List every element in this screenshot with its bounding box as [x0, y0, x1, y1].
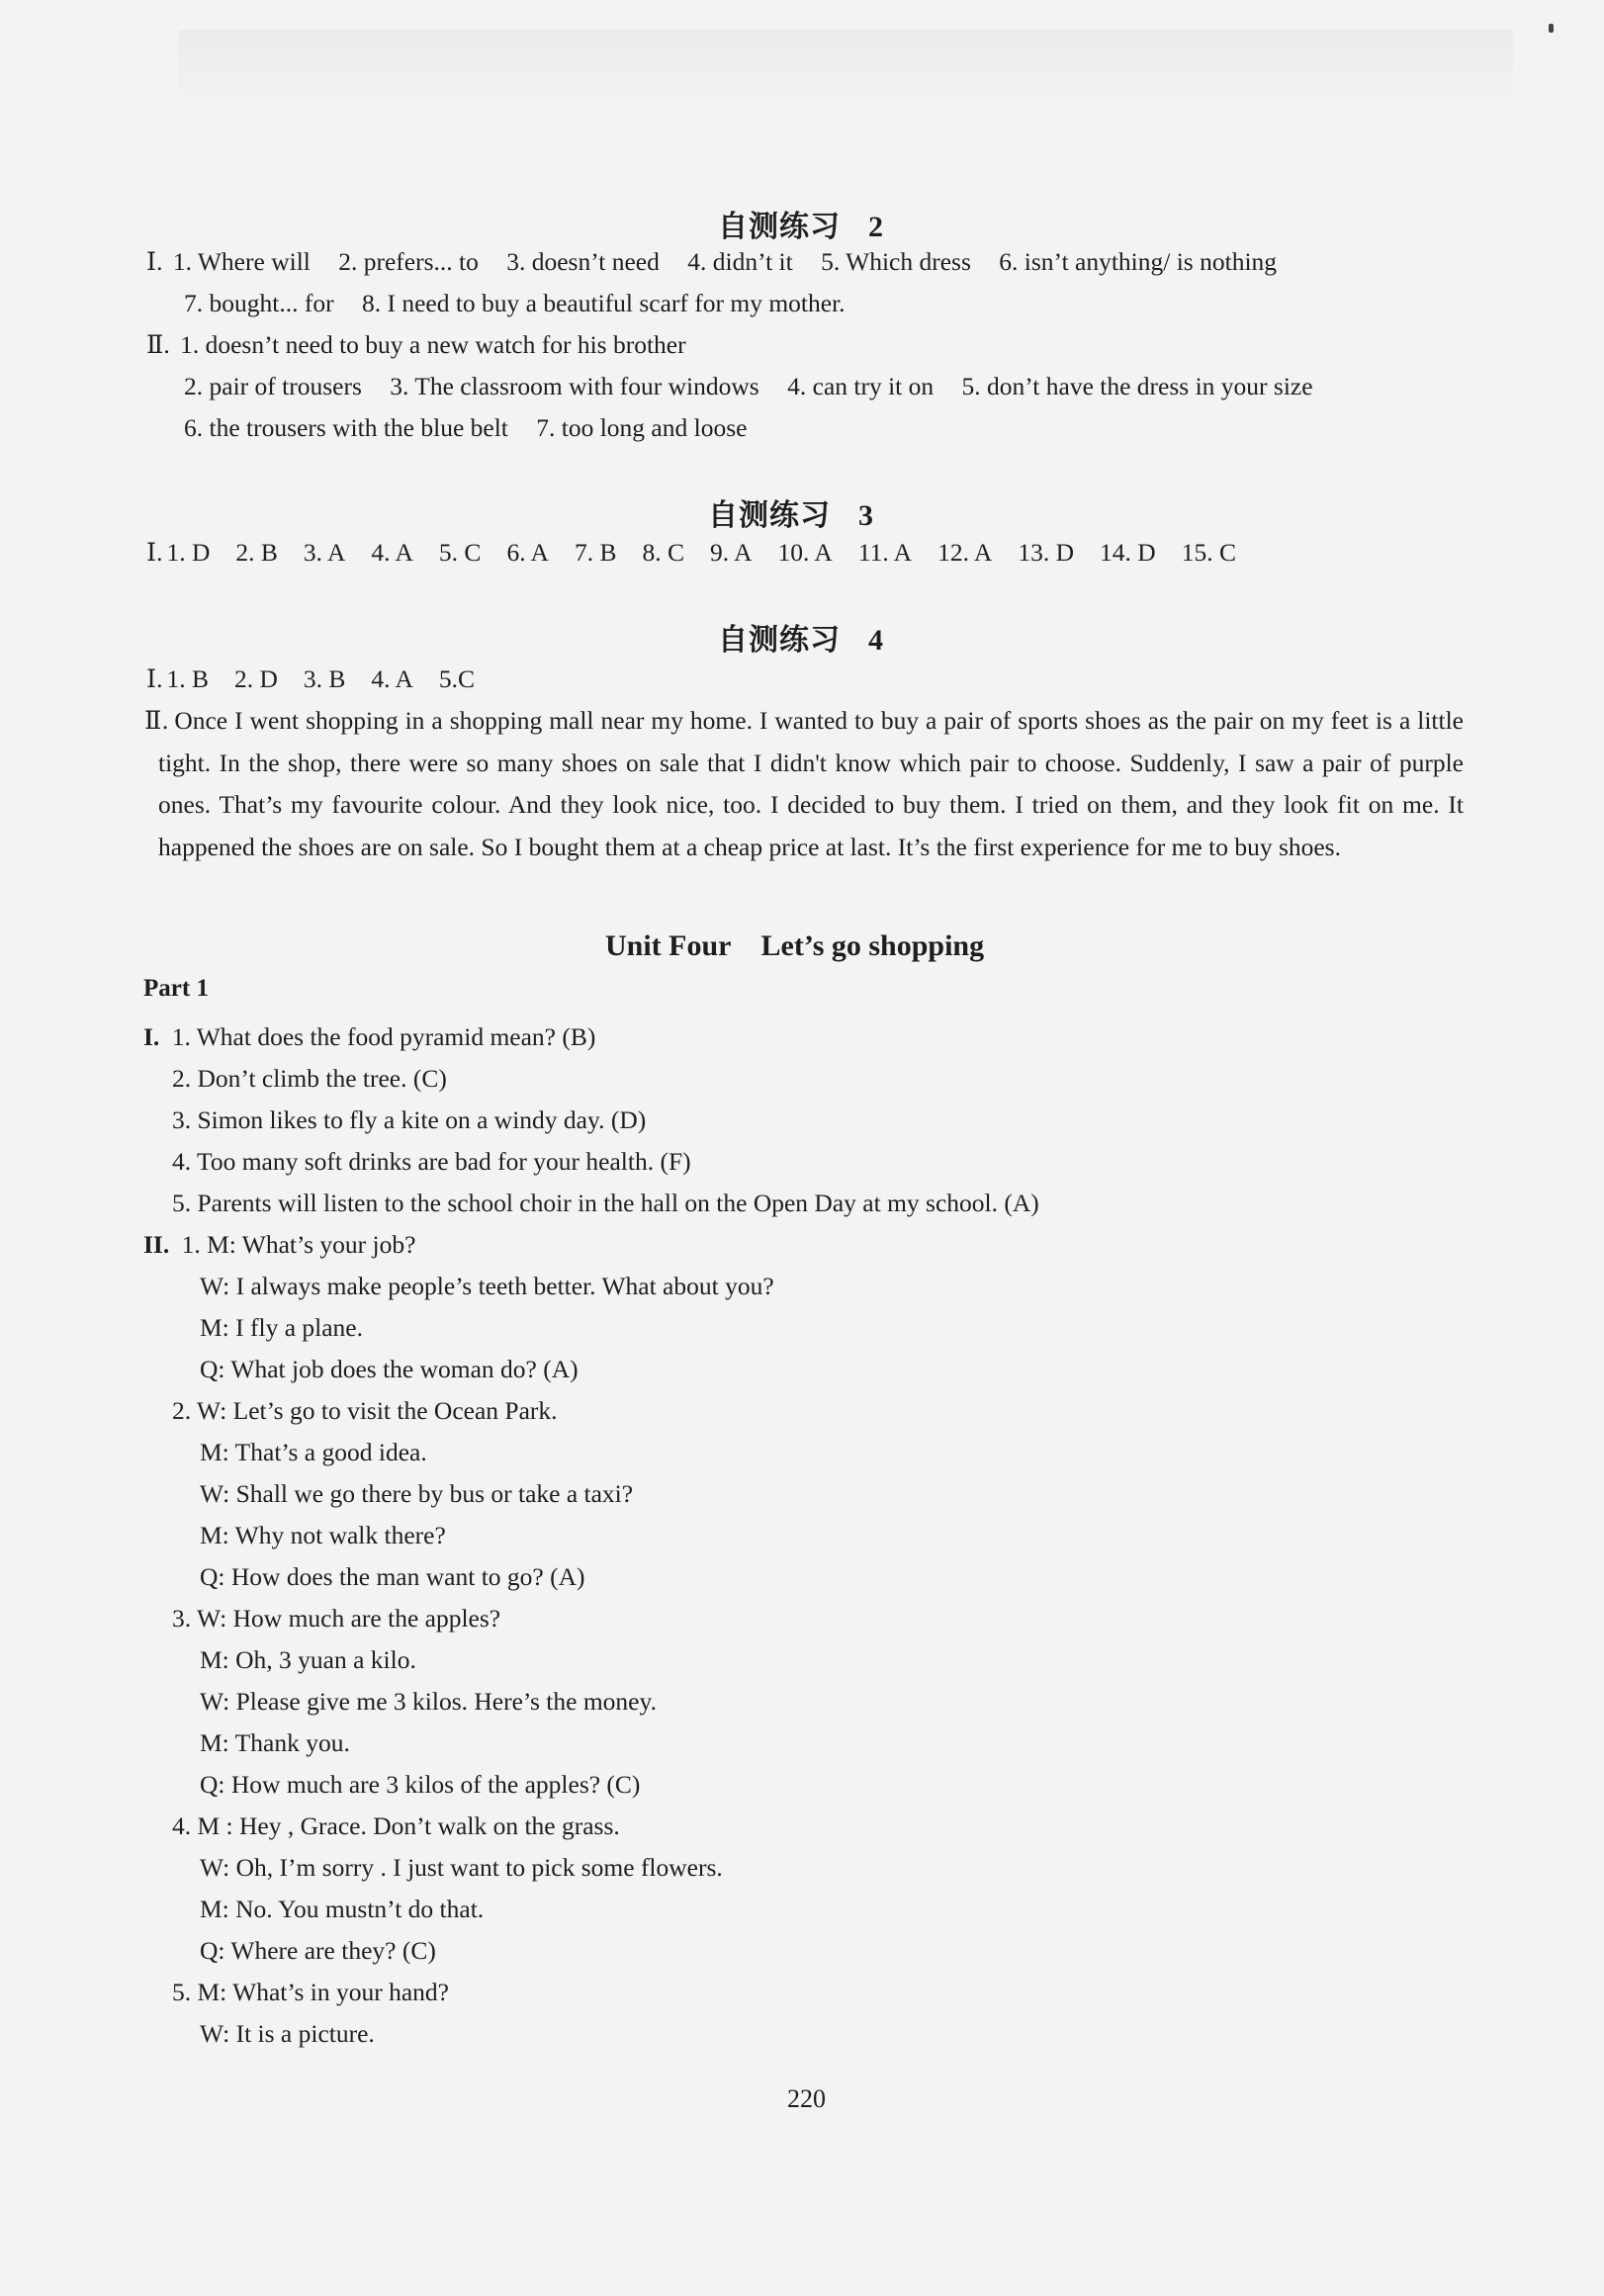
dialog-line: Q: What job does the woman do? (A) — [200, 1355, 579, 1383]
roman-label: Ⅰ. — [146, 664, 163, 693]
answer: 7. B — [574, 538, 617, 567]
dialog-line: 4. M : Hey , Grace. Don’t walk on the grass. — [172, 1811, 620, 1840]
dialog-line: W: I always make people’s teeth better. What about you? — [200, 1272, 774, 1300]
unit-subtitle: Let’s go shopping — [760, 929, 985, 962]
s2-ii-line2 — [184, 366, 1313, 407]
unit-title: Unit Four — [605, 929, 732, 962]
dialog-line: M: No. You mustn’t do that. — [200, 1895, 485, 1923]
dialog-line: Q: How much are 3 kilos of the apples? (C) — [200, 1770, 641, 1799]
dialog-line: 3. W: How much are the apples? — [172, 1604, 501, 1633]
answer: 8. I need to buy a beautiful scarf for my mother. — [361, 289, 846, 317]
answer: 5.C — [438, 664, 476, 693]
dialog-line: M: Why not walk there? — [200, 1521, 446, 1549]
dialog-line: W: It is a picture. — [200, 2019, 375, 2048]
answer: 7. bought... for — [184, 289, 334, 317]
section-number: 2 — [868, 211, 884, 243]
ii-dialog-1 — [143, 1224, 415, 1266]
section-heading-3 — [708, 490, 874, 534]
s3-answers — [146, 532, 1236, 574]
list-item: 2. Don’t climb the tree. (C) — [172, 1064, 447, 1093]
list-item: 3. Simon likes to fly a kite on a windy day. (D) — [172, 1105, 647, 1134]
answer: 3. B — [303, 664, 346, 693]
s4-essay — [144, 700, 1464, 868]
answer: 2. pair of trousers — [184, 372, 362, 400]
roman-label: I. — [143, 1022, 160, 1051]
roman-label: Ⅱ. — [146, 330, 170, 359]
part-heading: Part 1 — [143, 975, 209, 1002]
section-heading-2 — [718, 202, 884, 245]
answer: 2. prefers... to — [338, 247, 479, 276]
answer: 4. A — [371, 664, 413, 693]
answer: 14. D — [1100, 538, 1156, 567]
answer: 7. too long and loose — [536, 413, 748, 442]
list-item: 1. What does the food pyramid mean? (B) — [171, 1022, 596, 1051]
answer: 5. C — [438, 538, 482, 567]
answer: 1. D — [166, 538, 211, 567]
answer: 3. doesn’t need — [506, 247, 660, 276]
answer: 6. A — [506, 538, 549, 567]
answer: 9. A — [709, 538, 753, 567]
section-number: 4 — [868, 624, 884, 657]
answer: 1. B — [166, 664, 209, 693]
answer: 4. A — [371, 538, 413, 567]
answer: 8. C — [642, 538, 684, 567]
answer: 12. A — [937, 538, 993, 567]
dialog-line: M: I fly a plane. — [200, 1313, 363, 1342]
answer: 4. didn’t it — [687, 247, 793, 276]
answer: 3. The classroom with four windows — [390, 372, 759, 400]
answer: 5. don’t have the dress in your size — [961, 372, 1313, 400]
answer: 1. doesn’t need to buy a new watch for his brother — [180, 330, 686, 359]
s2-i-line1 — [146, 241, 1277, 283]
section-title: 自测练习 — [718, 623, 841, 658]
i-item-1 — [143, 1016, 595, 1058]
dialog-line: M: Thank you. — [200, 1728, 350, 1757]
answer: 1. Where will — [172, 247, 311, 276]
section-title: 自测练习 — [708, 498, 831, 533]
s4-answers — [146, 659, 475, 700]
answer: 11. A — [857, 538, 913, 567]
list-item: 4. Too many soft drinks are bad for your health. (F) — [172, 1147, 691, 1176]
roman-label: II. — [143, 1230, 170, 1259]
roman-label: Ⅱ. — [144, 706, 169, 735]
answer: 5. Which dress — [821, 247, 971, 276]
section-heading-4 — [718, 615, 884, 659]
dialog-line: Q: Where are they? (C) — [200, 1936, 436, 1965]
essay-text: Once I went shopping in a shopping mall near my home. I wanted to buy a pair of sports shoes as the pair on my feet is a little tight. In the shop, there were so many shoes on sale that I didn't know which pair to choose. Suddenly, I saw a pair of purple ones. That’s my favourite colour. And they look nice, too. I decided to buy them. I tried on them, and they look fit on me. It happened the shoes are on sale. So I bought them at a cheap price at last. It’s the first experience for me to buy shoes. — [158, 706, 1464, 861]
dialog-line: Q: How does the man want to go? (A) — [200, 1562, 585, 1591]
list-item: 5. Parents will listen to the school choir in the hall on the Open Day at my school. (A) — [172, 1189, 1039, 1217]
s2-i-line2 — [184, 283, 846, 324]
scan-mark — [1549, 24, 1554, 33]
roman-label: Ⅰ. — [146, 247, 163, 276]
roman-label: Ⅰ. — [146, 538, 163, 567]
answer: 2. D — [233, 664, 278, 693]
dialog-line: 2. W: Let’s go to visit the Ocean Park. — [172, 1396, 558, 1425]
answer: 3. A — [303, 538, 346, 567]
page-number: 220 — [787, 2084, 826, 2113]
answer: 10. A — [777, 538, 833, 567]
dialog-line: W: Please give me 3 kilos. Here’s the money. — [200, 1687, 657, 1716]
section-number: 3 — [858, 499, 874, 532]
s2-ii-line3 — [184, 407, 747, 449]
answer: 15. C — [1181, 538, 1236, 567]
dialog-line: M: Oh, 3 yuan a kilo. — [200, 1645, 416, 1674]
section-title: 自测练习 — [718, 210, 841, 244]
dialog-line: 1. M: What’s your job? — [181, 1230, 416, 1259]
s2-ii-line1 — [146, 324, 686, 366]
answer: 13. D — [1018, 538, 1075, 567]
answer: 6. isn’t anything/ is nothing — [999, 247, 1278, 276]
answer: 6. the trousers with the blue belt — [184, 413, 508, 442]
dialog-line: W: Shall we go there by bus or take a taxi? — [200, 1479, 634, 1508]
answer: 4. can try it on — [787, 372, 935, 400]
scan-shadow — [178, 30, 1513, 119]
dialog-line: M: That’s a good idea. — [200, 1438, 427, 1466]
dialog-line: 5. M: What’s in your hand? — [172, 1978, 449, 2006]
dialog-line: W: Oh, I’m sorry . I just want to pick some flowers. — [200, 1853, 723, 1882]
unit-heading — [605, 929, 984, 963]
answer: 2. B — [235, 538, 278, 567]
